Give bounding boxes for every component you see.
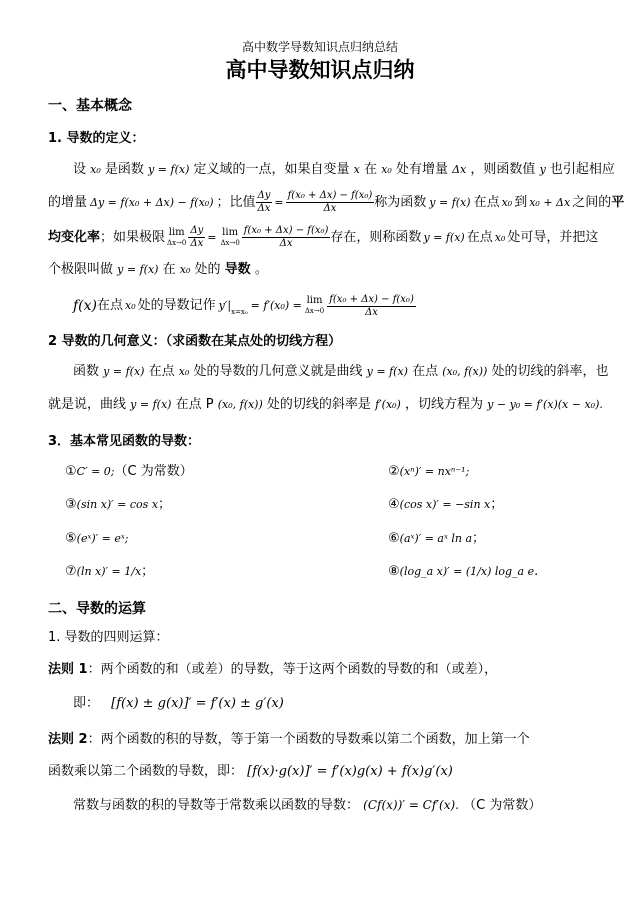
math-tangent-eq: y − y₀ = f′(x)(x − x₀). bbox=[487, 398, 603, 411]
def-line-3 bbox=[48, 225, 598, 250]
section-heading-operations: 二、导数的运算 bbox=[48, 601, 146, 617]
fraction-denominator: Δx bbox=[190, 238, 204, 249]
text: 存在，则称函数 bbox=[330, 229, 422, 245]
fraction-denominator: Δx bbox=[365, 306, 378, 318]
formula-expr: (cos x)′ = −sin x bbox=[399, 498, 491, 511]
constant-formula: (Cf(x))′ = Cf′(x). bbox=[363, 798, 459, 812]
text: 称为函数 bbox=[374, 194, 427, 210]
math-yfx: y = f(x) bbox=[130, 398, 172, 411]
geo-line-2 bbox=[48, 395, 603, 415]
fraction-numerator: f(x₀ + Δx) − f(x₀) bbox=[329, 293, 414, 305]
text: 处的切线的斜率，也 bbox=[491, 364, 609, 379]
text: 在 bbox=[162, 262, 176, 277]
rule-1 bbox=[48, 660, 497, 680]
subheading-definition: 1. 导数的定义： bbox=[48, 131, 145, 146]
formula-note: ； bbox=[472, 531, 486, 546]
fraction-difference bbox=[242, 225, 331, 250]
text: 定义域的一点，如果自变量 bbox=[193, 162, 350, 177]
bold-text: 平 bbox=[611, 194, 625, 210]
fraction-numerator: Δy bbox=[257, 190, 271, 201]
rule-2 bbox=[48, 730, 530, 750]
text: 处有增量 bbox=[395, 162, 448, 177]
text: 常数与函数的积的导数等于常数乘以函数的导数： bbox=[73, 798, 360, 813]
text: 在点 P bbox=[175, 397, 214, 412]
math-yprime: y′| bbox=[218, 299, 232, 312]
math-x0: x₀ bbox=[90, 163, 101, 176]
text: 的增量 bbox=[48, 194, 88, 210]
text: 之间的 bbox=[572, 194, 612, 210]
math-point: (x₀, f(x)) bbox=[217, 398, 263, 411]
constant-rule bbox=[73, 795, 541, 816]
fraction-dy-dx bbox=[188, 225, 205, 250]
text: 设 bbox=[73, 162, 87, 177]
formula-number: ① bbox=[65, 464, 77, 479]
formula-number: ② bbox=[388, 464, 400, 479]
section-heading-basic: 一、基本概念 bbox=[48, 98, 132, 114]
math-y: y bbox=[539, 163, 546, 176]
math-subscript: x=x₀ bbox=[231, 308, 248, 316]
math-dy-expr: Δy = f(x₀ + Δx) − f(x₀) bbox=[90, 195, 214, 209]
subheading-basic-derivatives: 3．基本常见函数的导数： bbox=[48, 434, 201, 449]
text: 在点 bbox=[97, 298, 124, 313]
derivative-notation bbox=[73, 290, 416, 322]
math-point: (x₀, f(x)) bbox=[442, 365, 488, 378]
formula-6 bbox=[388, 529, 485, 549]
math-yfx: y = f(x) bbox=[423, 230, 465, 244]
math-yfx: y = f(x) bbox=[117, 263, 159, 276]
text: 个极限叫做 bbox=[48, 262, 114, 277]
formula-note: ； bbox=[141, 564, 155, 579]
fraction-numerator: f(x₀ + Δx) − f(x₀) bbox=[243, 225, 329, 236]
math-fprime: = f′(x₀) = bbox=[250, 299, 302, 312]
text: 即： bbox=[73, 696, 100, 711]
text: ；比值 bbox=[216, 194, 256, 210]
math-x0: x₀ bbox=[494, 230, 506, 244]
formula-2 bbox=[388, 462, 469, 482]
formula-note: . bbox=[534, 564, 539, 579]
subheading-geometric: 2 导数的几何意义：（求函数在某点处的切线方程） bbox=[48, 334, 342, 349]
fraction-denominator: Δx bbox=[323, 203, 337, 214]
rule-label: 法则 1 bbox=[48, 662, 88, 677]
formula-number: ④ bbox=[388, 497, 400, 512]
formula-3 bbox=[65, 495, 171, 515]
equals-sign: = bbox=[207, 230, 217, 244]
fraction-dy-dx bbox=[256, 190, 273, 215]
rule-2-line-2 bbox=[48, 762, 453, 782]
fraction-difference bbox=[286, 190, 375, 215]
text: 处可导，并把这 bbox=[507, 229, 599, 245]
formula-expr: (xⁿ)′ = nxⁿ⁻¹; bbox=[399, 465, 470, 478]
math-x0: x₀ bbox=[381, 163, 392, 176]
text: 。 bbox=[254, 262, 268, 277]
formula-number: ⑦ bbox=[65, 564, 77, 579]
bold-text: 均变化率 bbox=[48, 229, 101, 245]
text: 在点 bbox=[148, 364, 175, 379]
rule-text: ：两个函数的积的导数，等于第一个函数的导数乘以第二个函数，加上第一个 bbox=[87, 732, 530, 747]
limit-operator bbox=[220, 227, 239, 249]
formula-expr: (ln x)′ = 1/x bbox=[76, 565, 142, 578]
lim-subscript: Δx→0 bbox=[167, 238, 187, 247]
text: 处的切线的斜率是 bbox=[266, 397, 371, 412]
math-dx: Δx bbox=[452, 163, 467, 176]
formula-7 bbox=[65, 562, 154, 582]
geo-line-1 bbox=[73, 362, 608, 382]
formula-note: ； bbox=[490, 497, 504, 512]
formula-number: ⑤ bbox=[65, 531, 77, 546]
math-x: x bbox=[353, 163, 360, 176]
lim-subscript: Δx→0 bbox=[220, 238, 240, 247]
text: 在 bbox=[364, 162, 378, 177]
formula-4 bbox=[388, 495, 503, 515]
math-x0: x₀ bbox=[125, 299, 136, 312]
def-line-2 bbox=[48, 190, 624, 215]
lim-subscript: Δx→0 bbox=[304, 307, 325, 315]
math-fprime-x0: f′(x₀) bbox=[375, 398, 401, 411]
formula-expr: C′ = 0; bbox=[76, 465, 115, 478]
math-yfx: y = f(x) bbox=[148, 163, 190, 176]
bold-text: 导数 bbox=[224, 262, 251, 277]
page-title: 高中导数知识点归纳 bbox=[225, 58, 415, 82]
def-line-4 bbox=[48, 260, 268, 280]
text: （C 为常数） bbox=[463, 798, 542, 813]
rule-1-formula-line bbox=[73, 694, 284, 714]
text: 到 bbox=[514, 194, 528, 210]
text: 函数乘以第二个函数的导数，即： bbox=[48, 764, 244, 779]
fraction-numerator: Δy bbox=[190, 225, 204, 236]
formula-8 bbox=[388, 562, 538, 582]
text: 处的导数记作 bbox=[137, 298, 216, 313]
lim-text: lim bbox=[222, 226, 239, 238]
rule-2-formula: [f(x)·g(x)]′ = f′(x)g(x) + f(x)g′(x) bbox=[247, 764, 453, 779]
doc-header: 高中数学导数知识点归纳总结 bbox=[241, 40, 398, 54]
def-line-1 bbox=[73, 160, 615, 180]
text: ，则函数值 bbox=[470, 162, 536, 177]
text: 就是说，曲线 bbox=[48, 397, 127, 412]
formula-expr: (log_a x)′ = (1/x) log_a e bbox=[399, 565, 535, 578]
formula-expr: (eˣ)′ = eˣ; bbox=[76, 532, 129, 545]
math-yfx: y = f(x) bbox=[103, 365, 145, 378]
text: 处的 bbox=[194, 262, 221, 277]
math-yfx: y = f(x) bbox=[366, 365, 408, 378]
text: 处的导数的几何意义就是曲线 bbox=[193, 364, 363, 379]
rule-text: ：两个函数的和（或差）的导数，等于这两个函数的导数的和（或差）， bbox=[87, 662, 498, 677]
equals-sign: = bbox=[274, 195, 284, 209]
math-fx: f(x) bbox=[73, 298, 98, 314]
math-x0dx: x₀ + Δx bbox=[529, 195, 571, 209]
limit-operator bbox=[167, 227, 186, 249]
lim-text: lim bbox=[168, 226, 185, 238]
rule-label: 法则 2 bbox=[48, 732, 88, 747]
text: 在点 bbox=[466, 229, 493, 245]
limit-operator bbox=[305, 295, 324, 317]
text: ，切线方程为 bbox=[404, 397, 483, 412]
formula-1 bbox=[65, 462, 193, 482]
formula-5 bbox=[65, 529, 128, 549]
formula-expr: (aˣ)′ = aˣ ln a bbox=[399, 532, 473, 545]
text: 函数 bbox=[73, 364, 100, 379]
text: 在点 bbox=[412, 364, 439, 379]
formula-number: ⑥ bbox=[388, 531, 400, 546]
fraction-denominator: Δx bbox=[279, 238, 293, 249]
math-yfx: y = f(x) bbox=[429, 195, 471, 209]
formula-number: ③ bbox=[65, 497, 77, 512]
formula-number: ⑧ bbox=[388, 564, 400, 579]
math-x0: x₀ bbox=[178, 365, 190, 378]
fraction-denominator: Δx bbox=[257, 203, 271, 214]
formula-note: （C 为常数） bbox=[114, 464, 193, 479]
text: 也引起相应 bbox=[549, 162, 615, 177]
formula-note: ； bbox=[158, 497, 172, 512]
formula-expr: (sin x)′ = cos x bbox=[76, 498, 159, 511]
fraction-numerator: f(x₀ + Δx) − f(x₀) bbox=[287, 190, 373, 201]
fraction-difference bbox=[327, 294, 416, 319]
text: 在点 bbox=[473, 194, 500, 210]
math-x0: x₀ bbox=[179, 263, 191, 276]
lim-text: lim bbox=[306, 295, 323, 306]
rule-1-formula: [f(x) ± g(x)]′ = f′(x) ± g′(x) bbox=[111, 696, 284, 711]
text: 是函数 bbox=[104, 162, 144, 177]
subheading-four-operations: 1. 导数的四则运算： bbox=[48, 630, 169, 645]
text: ；如果极限 bbox=[100, 229, 166, 245]
math-x0: x₀ bbox=[501, 195, 513, 209]
